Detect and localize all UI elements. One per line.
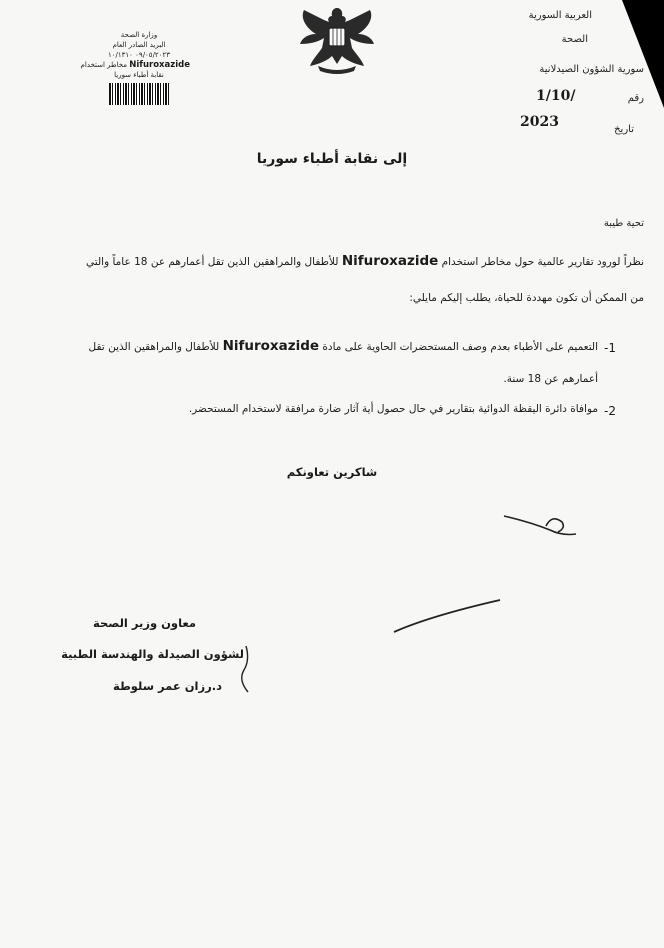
header-republic: العربية السورية xyxy=(528,10,592,21)
drug-name: Nifuroxazide xyxy=(341,253,439,269)
black-mourning-ribbon xyxy=(622,0,664,108)
item-1-line-1 xyxy=(89,338,598,354)
signature-scribble xyxy=(200,640,260,700)
paragraph-line-1 xyxy=(86,253,644,269)
handwritten-signature-stroke xyxy=(390,596,505,636)
syrian-eagle-emblem xyxy=(296,4,378,74)
header-date-label: تاريخ xyxy=(614,124,634,135)
signature-name: د.رزان عمر سلوطة xyxy=(112,679,222,693)
stamp-mail-office: البريد الصادر العام xyxy=(112,41,166,49)
item-1-drug-name: Nifuroxazide xyxy=(222,338,320,354)
item-1-start: التعميم على الأطباء بعدم وصف المستحضرات الحاوية على مادة xyxy=(322,341,598,353)
paragraph-line-2: من الممكن أن تكون مهددة للحياة، يطلب إليكم مايلي: xyxy=(409,292,644,304)
stamp-to: نقابة أطباء سوريا xyxy=(114,71,164,79)
item-2-text: موافاة دائرة اليقظة الدوائية بتقارير في حال حصول أية آثار ضارة مرافقة لاستخدام المستحضر. xyxy=(188,403,598,415)
item-2-number: -2 xyxy=(604,404,616,418)
p1-end: للأطفال والمراهقين الذين تقل أعمارهم عن 18 عاماً والتي xyxy=(86,256,339,268)
signature-department: لشؤون الصيدلة والهندسة الطبية xyxy=(61,647,244,661)
greeting: تحية طيبة xyxy=(603,218,644,229)
addressee: إلى نقابة أطباء سوريا xyxy=(256,151,408,167)
item-1-end: للأطفال والمراهقين الذين تقل xyxy=(88,341,220,353)
stamp-subject-line xyxy=(80,60,190,70)
stamp-subject: Nifuroxazide xyxy=(129,60,190,70)
outgoing-mail-stamp xyxy=(80,30,190,105)
item-1-number: -1 xyxy=(604,341,616,355)
stamp-ministry: وزارة الصحة xyxy=(120,31,158,39)
stamp-ref-line: ٠٩/٠٥/٢٠٢٣ ١٠/١٣١٠ xyxy=(108,51,170,59)
item-1-line-2: أعمارهم عن 18 سنة. xyxy=(503,373,598,385)
header-directorate: سورية الشؤون الصيدلانية xyxy=(539,64,644,75)
handwritten-initials xyxy=(500,508,590,542)
header-ministry: الصحة xyxy=(561,34,588,45)
header-date-value: 2023 xyxy=(520,114,559,130)
closing-thanks: شاكرين تعاونكم xyxy=(286,465,378,479)
header-number-label: رقم xyxy=(627,93,644,104)
signature-title: معاون وزير الصحة xyxy=(93,616,196,630)
p1-start: نظراً لورود تقارير عالمية حول مخاطر استخدام xyxy=(441,256,644,268)
barcode xyxy=(109,83,169,105)
stamp-subject-prefix: مخاطر استخدام xyxy=(80,61,128,69)
header-number-value: 1/10/ xyxy=(536,88,576,104)
